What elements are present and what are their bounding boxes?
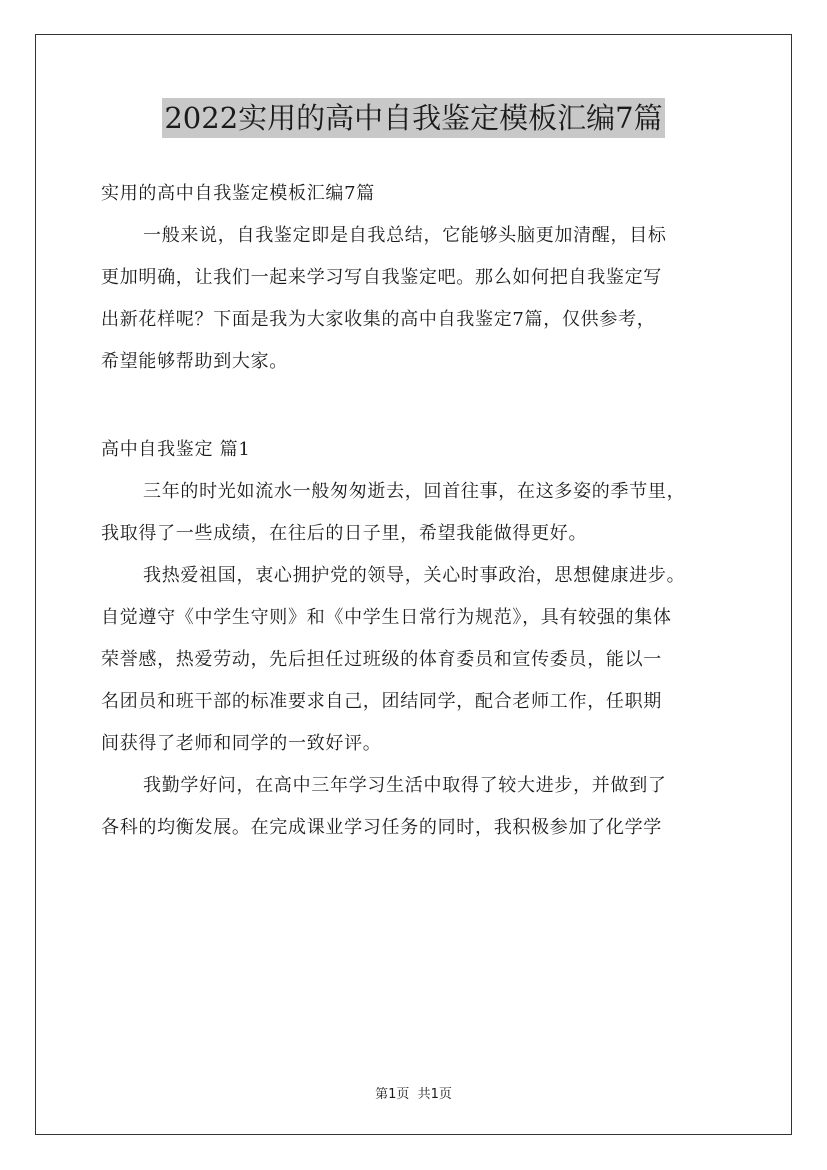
- body-line-7: 间获得了老师和同学的一致好评。: [101, 733, 382, 754]
- body-line-1: 三年的时光如流水一般匆匆逝去，回首往事，在这多姿的季节里，: [143, 481, 686, 502]
- document-subtitle: 实用的高中自我鉴定模板汇编7篇: [101, 183, 375, 204]
- body-line-8: 我勤学好问，在高中三年学习生活中取得了较大进步，并做到了: [143, 775, 667, 796]
- body-line-5: 荣誉感，热爱劳动，先后担任过班级的体育委员和宣传委员，能以一: [101, 649, 662, 670]
- title-container: [0, 98, 827, 138]
- section-heading: 高中自我鉴定 篇1: [101, 439, 251, 460]
- document-title: 2022实用的高中自我鉴定模板汇编7篇: [162, 98, 664, 138]
- body-line-2: 我取得了一些成绩，在往后的日子里，希望我能做得更好。: [101, 523, 588, 544]
- section-spacer: [101, 383, 741, 429]
- intro-line-4: 希望能够帮助到大家。: [101, 351, 288, 372]
- page-footer: [0, 1083, 827, 1102]
- intro-line-1: 一般来说，自我鉴定即是自我总结，它能够头脑更加清醒，目标: [143, 225, 667, 246]
- body-line-9: 各科的均衡发展。在完成课业学习任务的同时，我积极参加了化学学: [101, 817, 662, 838]
- intro-line-2: 更加明确，让我们一起来学习写自我鉴定吧。那么如何把自我鉴定写: [101, 267, 662, 288]
- body-line-6: 名团员和班干部的标准要求自己，团结同学，配合老师工作，任职期: [101, 691, 662, 712]
- document-body: [101, 173, 741, 849]
- page-total: 共1页: [417, 1087, 452, 1102]
- intro-line-3: 出新花样呢？下面是我为大家收集的高中自我鉴定7篇，仅供参考，: [101, 309, 656, 330]
- page-number: 第1页: [375, 1087, 410, 1102]
- body-line-3: 我热爱祖国，衷心拥护党的领导，关心时事政治，思想健康进步。: [143, 565, 686, 586]
- body-line-4: 自觉遵守《中学生守则》和《中学生日常行为规范》，具有较强的集体: [101, 607, 672, 628]
